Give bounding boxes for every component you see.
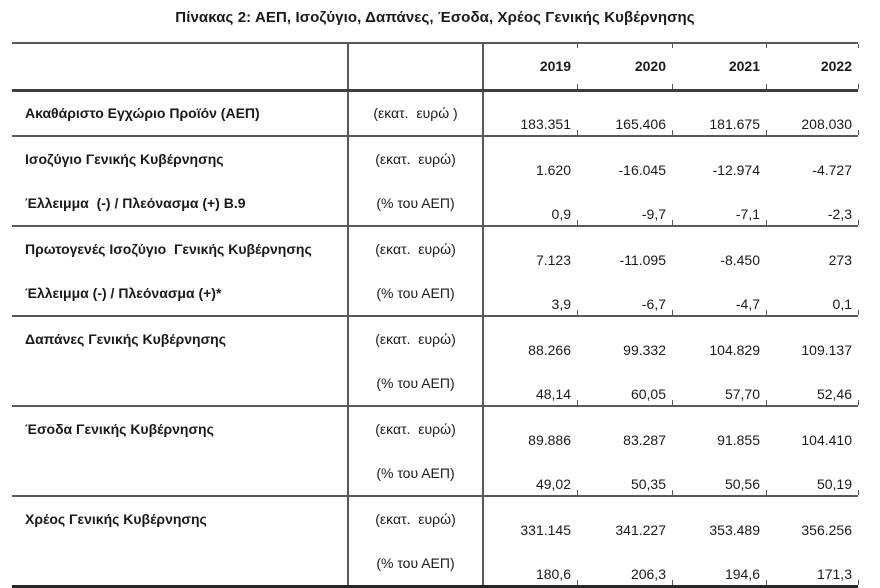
row-label [12, 451, 348, 496]
value-cell: 83.287 [623, 432, 666, 448]
year-header-2019: 2019 [483, 43, 577, 90]
value-cell: 183.351 [483, 90, 577, 136]
value-cell: 57,70 [672, 361, 766, 406]
year-header-2022: 2022 [766, 43, 858, 90]
table-row-debt-pct [12, 541, 858, 586]
row-label: Δαπάνες Γενικής Κυβέρνησης [12, 316, 348, 361]
row-unit: (% του ΑΕΠ) [348, 541, 483, 586]
table-body [12, 90, 858, 586]
value-cell: 49,02 [483, 451, 577, 496]
value-cell: 1.620 [535, 162, 571, 178]
value-cell: 0,9 [483, 181, 577, 226]
table-row-primary-balance-eur [12, 226, 858, 271]
value-cell: -11.095 [619, 252, 666, 268]
table-row-gdp [12, 90, 858, 136]
value-cell: -6,7 [577, 271, 672, 316]
value-cell: 208.030 [766, 90, 858, 136]
row-unit: (% του ΑΕΠ) [348, 361, 483, 406]
table-row-primary-balance-pct [12, 271, 858, 316]
row-label [12, 361, 348, 406]
value-cell: 206,3 [577, 541, 672, 586]
government-finance-table [12, 42, 858, 588]
value-cell: 109.137 [801, 342, 852, 358]
row-unit: (% του ΑΕΠ) [348, 271, 483, 316]
value-cell: 356.256 [801, 522, 852, 538]
value-cell: 50,19 [766, 451, 858, 496]
table-header [12, 43, 858, 90]
row-unit: (εκατ. ευρώ) [348, 316, 483, 361]
row-label: Πρωτογενές Ισοζύγιο Γενικής Κυβέρνησης [12, 226, 348, 271]
value-cell: 104.410 [801, 432, 852, 448]
value-cell: -12.974 [712, 162, 760, 178]
year-header-2020: 2020 [577, 43, 672, 90]
value-cell: 91.855 [717, 432, 760, 448]
value-cell: -2,3 [766, 181, 858, 226]
value-cell: 89.886 [528, 432, 571, 448]
value-cell: 194,6 [672, 541, 766, 586]
value-cell: 60,05 [577, 361, 672, 406]
table-row-expenditure-eur [12, 316, 858, 361]
value-cell: -4,7 [672, 271, 766, 316]
value-cell: 48,14 [483, 361, 577, 406]
value-cell: 0,1 [766, 271, 858, 316]
row-label: Ισοζύγιο Γενικής Κυβέρνησης [12, 136, 348, 181]
row-unit: (% του ΑΕΠ) [348, 451, 483, 496]
value-cell: 50,56 [672, 451, 766, 496]
value-cell: -8.450 [720, 252, 760, 268]
page-title: Πίνακας 2: ΑΕΠ, Ισοζύγιο, Δαπάνες, Έσοδα, Χρέος Γενικής Κυβέρνησης [175, 9, 695, 26]
row-unit: (% του ΑΕΠ) [348, 181, 483, 226]
row-label [12, 541, 348, 586]
value-cell: 171,3 [766, 541, 858, 586]
value-cell: 50,35 [577, 451, 672, 496]
row-label: Έλλειμμα (-) / Πλεόνασμα (+)* [12, 271, 348, 316]
row-unit: (εκατ. ευρώ ) [348, 90, 483, 136]
row-unit: (εκατ. ευρώ) [348, 226, 483, 271]
row-label: Έσοδα Γενικής Κυβέρνησης [12, 406, 348, 451]
table-row-balance-eur [12, 136, 858, 181]
year-header-2021: 2021 [672, 43, 766, 90]
table-row-debt-eur [12, 496, 858, 541]
row-unit: (εκατ. ευρώ) [348, 496, 483, 541]
row-label: Χρέος Γενικής Κυβέρνησης [12, 496, 348, 541]
table-row-revenue-eur [12, 406, 858, 451]
row-unit: (εκατ. ευρώ) [348, 406, 483, 451]
value-cell: 180,6 [483, 541, 577, 586]
value-cell: 331.145 [520, 522, 571, 538]
table-row-revenue-pct [12, 451, 858, 496]
row-unit: (εκατ. ευρώ) [348, 136, 483, 181]
value-cell: 353.489 [709, 522, 760, 538]
value-cell: -7,1 [672, 181, 766, 226]
value-cell: -16.045 [618, 162, 666, 178]
value-cell: -4.727 [812, 162, 852, 178]
header-row [12, 43, 858, 90]
value-cell: 104.829 [709, 342, 760, 358]
value-cell: 341.227 [615, 522, 666, 538]
header-empty-label-cell [12, 43, 348, 90]
value-cell: 3,9 [483, 271, 577, 316]
table-row-balance-pct [12, 181, 858, 226]
value-cell: 273 [828, 252, 852, 268]
header-empty-unit-cell [348, 43, 483, 90]
value-cell: 7.123 [535, 252, 571, 268]
value-cell: 88.266 [528, 342, 571, 358]
value-cell: -9,7 [577, 181, 672, 226]
value-cell: 181.675 [672, 90, 766, 136]
row-label: Ακαθάριστο Εγχώριο Προϊόν (ΑΕΠ) [12, 90, 348, 136]
table-row-expenditure-pct [12, 361, 858, 406]
row-label: Έλλειμμα (-) / Πλεόνασμα (+) Β.9 [12, 181, 348, 226]
value-cell: 52,46 [766, 361, 858, 406]
value-cell: 99.332 [623, 342, 666, 358]
value-cell: 165.406 [577, 90, 672, 136]
